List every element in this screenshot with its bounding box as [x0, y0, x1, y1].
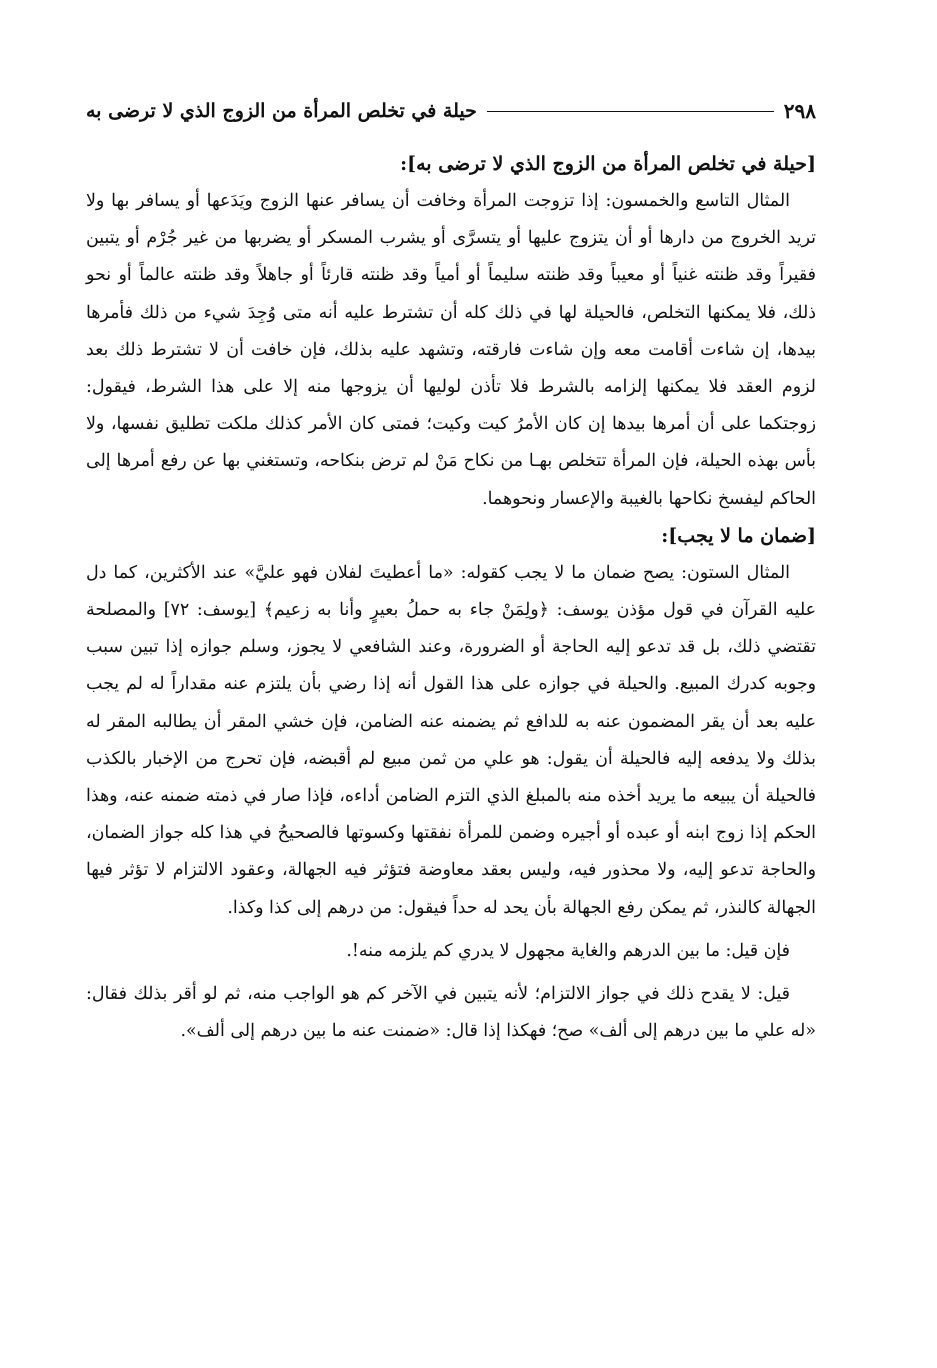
- page-content: [86, 146, 816, 1050]
- page-number: ٢٩٨: [783, 99, 816, 123]
- section-wife-stratagem: [86, 146, 816, 518]
- book-page: [86, 94, 816, 1050]
- answer-paragraph: قيل: لا يقدح ذلك في جواز الالتزام؛ لأنه يتبين في الآخر كم هو الواجب منه، ثم لو أقر بذلك فقال: «له علي ما بين درهم إلى ألف» صح؛ فهكذا إذا قال: «ضمنت عنه ما بين درهم إلى ألف».: [86, 984, 816, 1042]
- section-guarantee: [86, 518, 816, 927]
- section-heading: [ضمان ما لا يجب]:: [661, 524, 816, 547]
- running-title: حيلة في تخلص المرأة من الزوج الذي لا ترضى به: [86, 100, 477, 122]
- section-heading: [حيلة في تخلص المرأة من الزوج الذي لا ترضى به]:: [400, 153, 816, 175]
- body-paragraph: المثال الستون: يصح ضمان ما لا يجب كقوله: «ما أعطيتَ لفلان فهو عليَّ» عند الأكثرين، كما دل عليه القرآن في قول مؤذن يوسف: ﴿ولِمَنْ جاء به حملُ بعيرٍ وأنا به زعيم﴾ [يوسف: ٧٢] والمصلحة تقتضي ذلك، بل قد تدعو إليه الحاجة أو الضرورة، وعند الشافعي لا يجوز، وسلم جوازه إذا تبين سبب وجوبه كدرك المبيع. والحيلة في جوازه على هذا القول أنه إذا رضي بأن يلتزم عنه مقداراً له لم يجب عليه بعد أن يقر المضمون عنه به للدافع ثم يضمنه عنه الضامن، فإن خشي المقر أن يطالبه المقر له بذلك ولا يدفعه إليه فالحيلة أن يقول: هو علي من ثمن مبيع لم أقبضه، فإن تحرج من الإخبار بالكذب فالحيلة أن يبيعه ما يريد أخذه منه بالمبلغ الذي التزم الضامن أداءه، فإذا صار في ذمته ضمنه عنه، وهذا الحكم إذا زوج ابنه أو عبده أو أجيره وضمن للمرأة نفقتها وكسوتها فالصحيحُ في هذا كله جواز الضمان، والحاجة تدعو إليه، ولا محذور فيه، وليس بعقد معاوضة فتؤثر فيه الجهالة، وعقود الالتزام لا تؤثر فيها الجهالة كالنذر، ثم يمكن رفع الجهالة بأن يحد له حداً فيقول: من درهم إلى كذا وكذا.: [86, 562, 817, 918]
- running-header: [86, 94, 816, 128]
- header-rule: [487, 111, 774, 112]
- question-paragraph: فإن قيل: ما بين الدرهم والغاية مجهول لا يدري كم يلزمه منه!.: [346, 940, 790, 961]
- body-paragraph: المثال التاسع والخمسون: إذا تزوجت المرأة وخافت أن يسافر عنها الزوج ويَدَعها أو يسافر بها ولا تريد الخروج من دارها أو أن يتزوج عليها أو يتسرَّى أو يشرب المسكر أو يضربها من غير جُرْم أو يتبين فقيراً وقد ظنته غنياً أو معيباً وقد ظنته سليماً أو أمياً وقد ظنته قارئاً أو جاهلاً وقد ظنته عالماً أو نحو ذلك، فلا يمكنها التخلص، فالحيلة لها في ذلك كله أن تشترط عليه أنه متى وُجِدَ شيء من ذلك فأمرها بيدها، إن شاءت أقامت معه وإن شاءت فارقته، وتشهد عليه بذلك، فإن خافت أن لا تشترط ذلك بعد لزوم العقد فلا يمكنها إلزامه بالشرط فلا تأذن لوليها أن يزوجها منه إلا على هذا الشرط، فيقول: زوجتكما على أن أمرها بيدها إن كان الأمرُ كيت وكيت؛ فمتى كان الأمر كذلك ملكت تطليق نفسها، ولا بأس بهذه الحيلة، فإن المرأة تتخلص بهـا من نكاح مَنْ لم ترض بنكاحه، وتستغني بها عن رفع أمرها إلى الحاكم ليفسخ نكاحها بالغيبة والإعسار ونحوهما.: [86, 191, 816, 509]
